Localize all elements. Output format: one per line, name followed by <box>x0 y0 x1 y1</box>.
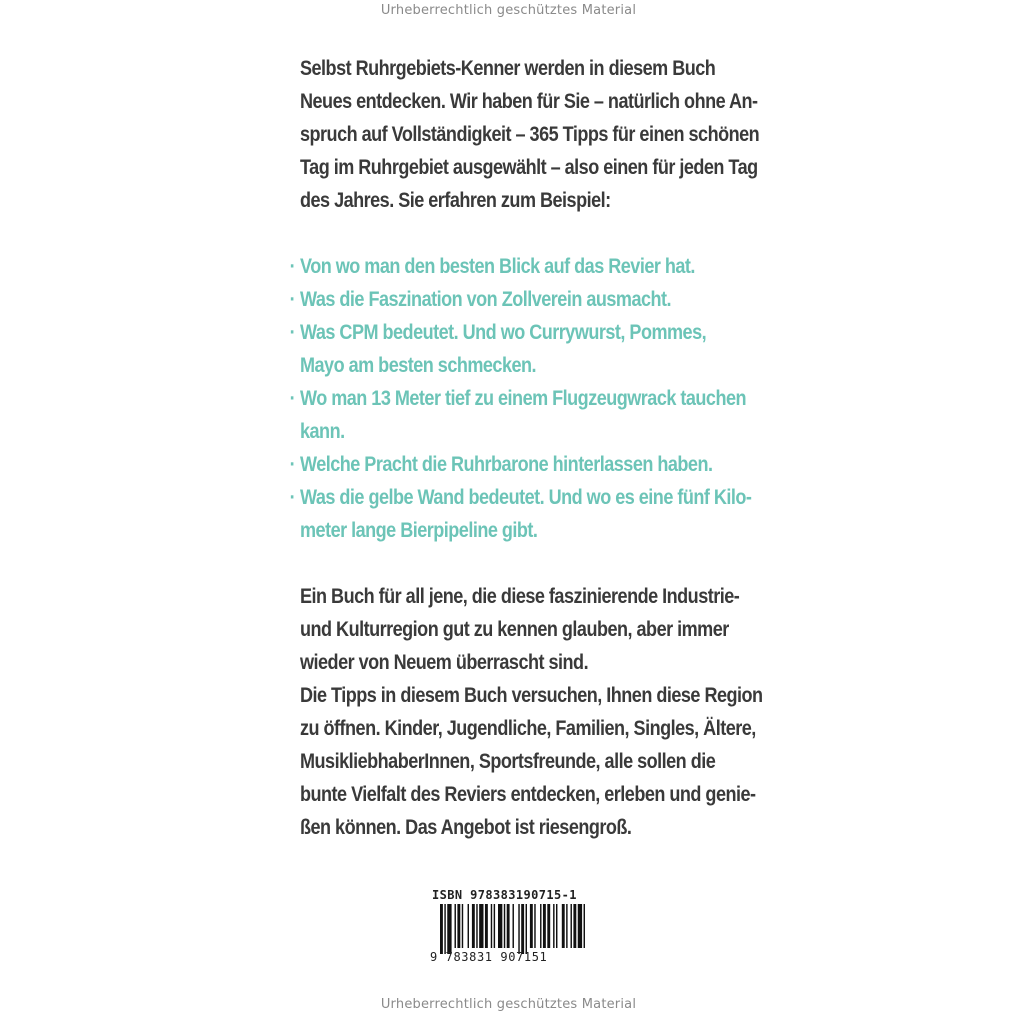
barcode-bar <box>540 904 541 948</box>
back-cover-text <box>289 52 763 844</box>
barcode-bar <box>498 904 502 948</box>
barcode-bar <box>468 904 469 948</box>
barcode-bar <box>518 904 519 954</box>
tip-text: Von wo man den besten Blick auf das Revier hat. <box>300 255 695 278</box>
text-line: wieder von Neuem überrascht sind. <box>300 651 589 674</box>
watermark-top: Urheberrechtlich geschütztes Material <box>380 3 637 18</box>
spacer <box>300 217 687 250</box>
text-line: bunte Vielfalt des Reviers entdecken, erleben und genie- <box>300 783 756 806</box>
text-line: des Jahres. Sie erfahren zum Beispiel: <box>300 189 611 212</box>
bullet-dot-icon: · <box>289 255 296 278</box>
barcode-bar <box>491 904 492 948</box>
tip-text: Wo man 13 Meter tief zu einem Flugzeugwrack tauchen <box>300 387 747 410</box>
barcode-bar <box>562 904 565 948</box>
tip-item <box>289 382 747 415</box>
tip-item-continuation <box>290 349 687 382</box>
tip-item <box>289 316 707 349</box>
tip-text: meter lange Bierpipeline gibt. <box>300 519 538 542</box>
intro-paragraph <box>300 52 760 217</box>
barcode-bar <box>455 904 456 948</box>
text-line: ßen können. Das Angebot ist riesengroß. <box>300 816 632 839</box>
barcode-bar <box>479 904 483 948</box>
isbn-label: ISBN 978383190715-1 <box>432 888 577 902</box>
text-line: zu öffnen. Kinder, Jugendliche, Familien, Singles, Ältere, <box>300 717 756 740</box>
tip-item <box>289 481 752 514</box>
barcode-bars <box>426 904 594 954</box>
text-line: Tag im Ruhrgebiet ausgewählt – also einen für jeden Tag <box>300 156 758 179</box>
barcode-bar <box>457 904 460 948</box>
barcode-bar <box>521 904 524 954</box>
tip-item <box>290 283 687 316</box>
barcode-bar <box>462 904 463 948</box>
barcode-bar <box>485 904 488 948</box>
isbn-barcode <box>426 888 594 968</box>
bullet-dot-icon: · <box>289 288 296 311</box>
barcode-bar <box>476 904 477 948</box>
barcode-bar <box>530 904 533 948</box>
tip-text: Mayo am besten schmecken. <box>300 354 537 377</box>
barcode-bar <box>513 904 514 948</box>
barcode-bar <box>553 904 554 948</box>
bullet-dot-icon: · <box>289 453 296 476</box>
barcode-bar <box>571 904 572 948</box>
outro-paragraph <box>300 580 763 844</box>
tip-text: Was die gelbe Wand bedeutet. Und wo es eine fünf Kilo- <box>300 486 752 509</box>
bullet-dot-icon: · <box>289 486 296 509</box>
barcode-bar <box>440 904 443 954</box>
barcode-bar <box>573 904 576 948</box>
barcode-bar <box>526 904 527 954</box>
barcode-bar <box>566 904 567 948</box>
bullet-dot-icon: · <box>289 321 296 344</box>
tip-text: Was die Faszination von Zollverein ausmacht. <box>300 288 672 311</box>
barcode-bar <box>578 904 582 948</box>
text-line: MusikliebhaberInnen, Sportsfreunde, alle sollen die <box>300 750 716 773</box>
barcode-bar <box>584 904 585 948</box>
watermark-bottom: Urheberrechtlich geschütztes Material <box>380 997 637 1012</box>
barcode-bar <box>547 904 550 948</box>
barcode-bar <box>504 904 505 948</box>
barcode-bar <box>507 904 510 948</box>
bullet-dot-icon: · <box>289 387 296 410</box>
tip-item-continuation <box>290 514 687 547</box>
text-line: Ein Buch für all jene, die diese faszinierende Industrie- <box>300 585 740 608</box>
barcode-bar <box>444 904 445 954</box>
text-line: und Kulturregion gut zu kennen glauben, aber immer <box>300 618 729 641</box>
text-line: Selbst Ruhrgebiets-Kenner werden in diesem Buch <box>300 57 716 80</box>
tip-item-continuation <box>290 415 687 448</box>
barcode-bar <box>447 904 451 954</box>
barcode-bar <box>543 904 546 948</box>
text-line: Neues entdecken. Wir haben für Sie – natürlich ohne An- <box>300 90 758 113</box>
spacer <box>300 547 687 580</box>
tip-item <box>289 250 695 283</box>
text-line: Die Tipps in diesem Buch versuchen, Ihnen diese Region <box>300 684 763 707</box>
tip-text: Was CPM bedeutet. Und wo Currywurst, Pommes, <box>300 321 707 344</box>
tip-text: Welche Pracht die Ruhrbarone hinterlassen haben. <box>300 453 713 476</box>
barcode-digits: 9 783831 907151 <box>430 950 548 964</box>
tip-text: kann. <box>300 420 345 443</box>
tip-item <box>289 448 713 481</box>
barcode-bar <box>556 904 557 948</box>
barcode-bar <box>534 904 535 948</box>
text-line: spruch auf Vollständigkeit – 365 Tipps für einen schönen <box>300 123 760 146</box>
tips-list <box>289 250 752 547</box>
barcode-bar <box>494 904 495 948</box>
barcode-bar <box>472 904 475 948</box>
